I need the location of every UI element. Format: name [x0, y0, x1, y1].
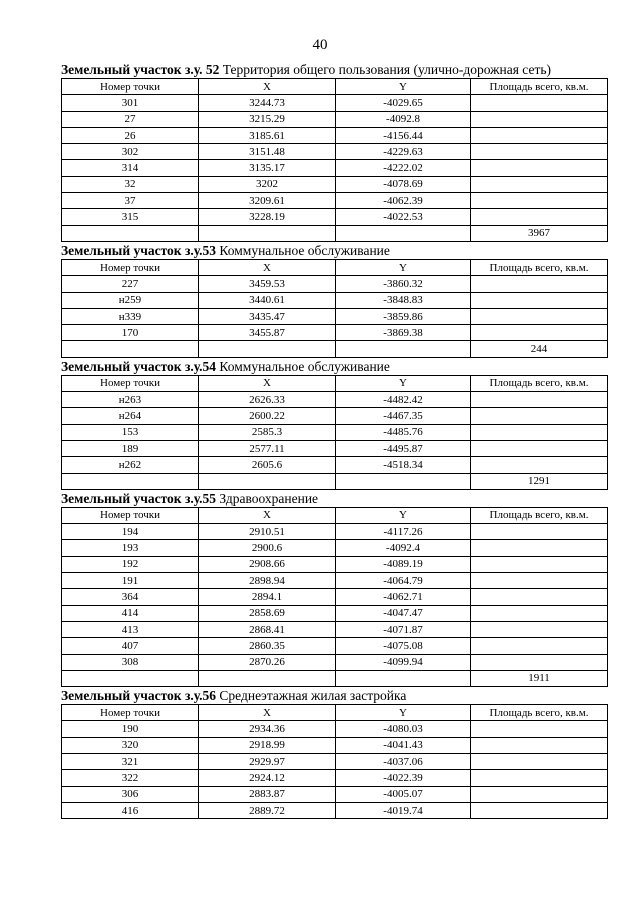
cell-x: 2894.1: [199, 589, 336, 605]
cell-y: -4518.34: [336, 457, 471, 473]
empty-cell: [336, 225, 471, 241]
coordinates-table: [61, 78, 608, 242]
cell-area: [471, 160, 608, 176]
cell-y: -4019.74: [336, 802, 471, 818]
cell-x: 3459.53: [199, 276, 336, 292]
cell-point: 308: [62, 654, 199, 670]
cell-x: 3455.87: [199, 325, 336, 341]
table-row: [62, 95, 608, 111]
cell-y: -4117.26: [336, 524, 471, 540]
section-label: Земельный участок з.у. 52: [61, 62, 220, 77]
area-total-row: [62, 670, 608, 686]
cell-point: 302: [62, 144, 199, 160]
cell-y: -3869.38: [336, 325, 471, 341]
cell-point: 301: [62, 95, 199, 111]
cell-point: 315: [62, 209, 199, 225]
empty-cell: [62, 670, 199, 686]
header-area: Площадь всего, кв.м.: [471, 705, 608, 721]
cell-area: [471, 638, 608, 654]
cell-x: 2626.33: [199, 392, 336, 408]
table-row: [62, 721, 608, 737]
cell-area: [471, 408, 608, 424]
cell-point: 321: [62, 753, 199, 769]
cell-point: 193: [62, 540, 199, 556]
section-label: Земельный участок з.у.55: [61, 490, 217, 506]
cell-area: [471, 111, 608, 127]
cell-x: 2900.6: [199, 540, 336, 556]
cell-y: -4495.87: [336, 440, 471, 456]
table-header-row: [62, 259, 608, 275]
header-point: Номер точки: [62, 375, 199, 391]
header-x: X: [199, 259, 336, 275]
cell-y: -4467.35: [336, 408, 471, 424]
cell-y: -4080.03: [336, 721, 471, 737]
coordinates-table: [61, 704, 608, 819]
header-area: Площадь всего, кв.м.: [471, 79, 608, 95]
cell-y: -4485.76: [336, 424, 471, 440]
cell-point: 227: [62, 276, 199, 292]
header-point: Номер точки: [62, 259, 199, 275]
cell-area: [471, 440, 608, 456]
cell-y: -4156.44: [336, 127, 471, 143]
cell-area: [471, 209, 608, 225]
document-body: [61, 61, 607, 819]
header-x: X: [199, 375, 336, 391]
header-point: Номер точки: [62, 705, 199, 721]
cell-area: [471, 392, 608, 408]
header-y: Y: [336, 705, 471, 721]
cell-area: [471, 292, 608, 308]
empty-cell: [62, 341, 199, 357]
header-y: Y: [336, 375, 471, 391]
cell-point: н339: [62, 308, 199, 324]
cell-point: 314: [62, 160, 199, 176]
cell-point: 26: [62, 127, 199, 143]
cell-x: 2883.87: [199, 786, 336, 802]
cell-area: [471, 621, 608, 637]
header-y: Y: [336, 79, 471, 95]
table-row: [62, 111, 608, 127]
cell-y: -3860.32: [336, 276, 471, 292]
cell-area: [471, 325, 608, 341]
cell-point: 320: [62, 737, 199, 753]
section-description: Территория общего пользования (улично-дорожная сеть): [219, 62, 551, 77]
header-point: Номер точки: [62, 507, 199, 523]
empty-cell: [336, 670, 471, 686]
cell-point: 37: [62, 193, 199, 209]
table-row: [62, 193, 608, 209]
table-row: [62, 176, 608, 192]
cell-x: 2934.36: [199, 721, 336, 737]
cell-x: 2860.35: [199, 638, 336, 654]
cell-area: [471, 540, 608, 556]
cell-point: 170: [62, 325, 199, 341]
area-total-row: [62, 473, 608, 489]
area-total-value: 1911: [471, 670, 608, 686]
table-row: [62, 589, 608, 605]
empty-cell: [199, 341, 336, 357]
section-description: Коммунальное обслуживание: [216, 358, 390, 374]
table-row: [62, 127, 608, 143]
cell-x: 2577.11: [199, 440, 336, 456]
cell-x: 2929.97: [199, 753, 336, 769]
cell-area: [471, 308, 608, 324]
table-row: [62, 160, 608, 176]
cell-y: -4029.65: [336, 95, 471, 111]
empty-cell: [62, 473, 199, 489]
table-row: [62, 524, 608, 540]
area-total-row: [62, 341, 608, 357]
cell-point: 27: [62, 111, 199, 127]
empty-cell: [199, 473, 336, 489]
cell-y: -4062.71: [336, 589, 471, 605]
cell-point: н264: [62, 408, 199, 424]
table-row: [62, 770, 608, 786]
coordinates-table: [61, 375, 608, 490]
cell-point: н262: [62, 457, 199, 473]
section-description: Здравоохранение: [216, 490, 319, 506]
cell-area: [471, 654, 608, 670]
table-row: [62, 802, 608, 818]
section-label: Земельный участок з.у.56: [61, 688, 217, 704]
empty-cell: [336, 473, 471, 489]
empty-cell: [199, 225, 336, 241]
cell-area: [471, 556, 608, 572]
coordinates-table: [61, 507, 608, 687]
cell-y: -4022.39: [336, 770, 471, 786]
section-title: [61, 242, 607, 259]
cell-x: 2868.41: [199, 621, 336, 637]
cell-x: 3202: [199, 176, 336, 192]
table-row: [62, 638, 608, 654]
table-row: [62, 573, 608, 589]
table-row: [62, 540, 608, 556]
table-header-row: [62, 507, 608, 523]
cell-y: -4071.87: [336, 621, 471, 637]
cell-area: [471, 276, 608, 292]
header-x: X: [199, 705, 336, 721]
cell-area: [471, 721, 608, 737]
cell-point: 191: [62, 573, 199, 589]
cell-y: -4062.39: [336, 193, 471, 209]
section-description: Коммунальное обслуживание: [216, 242, 390, 258]
area-total-value: 3967: [471, 225, 608, 241]
empty-cell: [336, 341, 471, 357]
cell-point: 364: [62, 589, 199, 605]
empty-cell: [199, 670, 336, 686]
cell-area: [471, 127, 608, 143]
header-area: Площадь всего, кв.м.: [471, 375, 608, 391]
cell-point: н259: [62, 292, 199, 308]
table-row: [62, 457, 608, 473]
cell-y: -4078.69: [336, 176, 471, 192]
cell-x: 2908.66: [199, 556, 336, 572]
cell-area: [471, 524, 608, 540]
cell-x: 3244.73: [199, 95, 336, 111]
table-row: [62, 308, 608, 324]
cell-y: -4222.02: [336, 160, 471, 176]
cell-point: 322: [62, 770, 199, 786]
cell-point: 153: [62, 424, 199, 440]
cell-x: 2910.51: [199, 524, 336, 540]
table-row: [62, 392, 608, 408]
cell-area: [471, 95, 608, 111]
table-row: [62, 737, 608, 753]
area-total-value: 1291: [471, 473, 608, 489]
cell-x: 2870.26: [199, 654, 336, 670]
section-label: Земельный участок з.у.53: [61, 242, 217, 258]
table-row: [62, 325, 608, 341]
table-row: [62, 605, 608, 621]
cell-point: 306: [62, 786, 199, 802]
cell-point: 189: [62, 440, 199, 456]
header-area: Площадь всего, кв.м.: [471, 507, 608, 523]
cell-area: [471, 457, 608, 473]
cell-area: [471, 424, 608, 440]
cell-y: -4064.79: [336, 573, 471, 589]
table-row: [62, 753, 608, 769]
cell-area: [471, 589, 608, 605]
area-total-row: [62, 225, 608, 241]
cell-area: [471, 144, 608, 160]
page-number: 40: [312, 37, 328, 53]
cell-y: -4092.8: [336, 111, 471, 127]
cell-y: -4005.07: [336, 786, 471, 802]
section-label: Земельный участок з.у.54: [61, 358, 217, 374]
area-total-value: 244: [471, 341, 608, 357]
cell-point: н263: [62, 392, 199, 408]
table-header-row: [62, 705, 608, 721]
cell-x: 3215.29: [199, 111, 336, 127]
table-row: [62, 408, 608, 424]
cell-y: -4037.06: [336, 753, 471, 769]
header-y: Y: [336, 259, 471, 275]
cell-x: 3135.17: [199, 160, 336, 176]
table-row: [62, 424, 608, 440]
cell-point: 414: [62, 605, 199, 621]
cell-area: [471, 753, 608, 769]
cell-x: 3435.47: [199, 308, 336, 324]
cell-x: 3440.61: [199, 292, 336, 308]
cell-x: 2898.94: [199, 573, 336, 589]
cell-x: 3209.61: [199, 193, 336, 209]
cell-y: -4022.53: [336, 209, 471, 225]
cell-area: [471, 770, 608, 786]
header-y: Y: [336, 507, 471, 523]
cell-area: [471, 802, 608, 818]
cell-y: -4482.42: [336, 392, 471, 408]
table-row: [62, 556, 608, 572]
table-row: [62, 654, 608, 670]
header-area: Площадь всего, кв.м.: [471, 259, 608, 275]
table-row: [62, 621, 608, 637]
cell-area: [471, 176, 608, 192]
cell-y: -3848.83: [336, 292, 471, 308]
cell-y: -4075.08: [336, 638, 471, 654]
cell-point: 407: [62, 638, 199, 654]
cell-area: [471, 193, 608, 209]
table-row: [62, 144, 608, 160]
table-row: [62, 209, 608, 225]
cell-x: 2889.72: [199, 802, 336, 818]
cell-y: -4229.63: [336, 144, 471, 160]
cell-y: -4041.43: [336, 737, 471, 753]
cell-x: 3228.19: [199, 209, 336, 225]
header-x: X: [199, 507, 336, 523]
header-point: Номер точки: [62, 79, 199, 95]
cell-y: -4089.19: [336, 556, 471, 572]
cell-point: 416: [62, 802, 199, 818]
section-title: [61, 61, 607, 78]
cell-x: 2924.12: [199, 770, 336, 786]
empty-cell: [62, 225, 199, 241]
cell-point: 413: [62, 621, 199, 637]
section-title: [61, 358, 607, 375]
cell-x: 2600.22: [199, 408, 336, 424]
cell-point: 190: [62, 721, 199, 737]
cell-x: 2605.6: [199, 457, 336, 473]
table-header-row: [62, 375, 608, 391]
cell-area: [471, 786, 608, 802]
cell-y: -3859.86: [336, 308, 471, 324]
cell-point: 192: [62, 556, 199, 572]
section-title: [61, 490, 607, 507]
coordinates-table: [61, 259, 608, 358]
section-title: [61, 687, 607, 704]
table-row: [62, 292, 608, 308]
cell-x: 3151.48: [199, 144, 336, 160]
cell-y: -4099.94: [336, 654, 471, 670]
header-x: X: [199, 79, 336, 95]
cell-y: -4047.47: [336, 605, 471, 621]
cell-area: [471, 605, 608, 621]
cell-x: 2918.99: [199, 737, 336, 753]
cell-y: -4092.4: [336, 540, 471, 556]
cell-x: 3185.61: [199, 127, 336, 143]
cell-x: 2585.3: [199, 424, 336, 440]
cell-point: 32: [62, 176, 199, 192]
section-description: Среднеэтажная жилая застройка: [216, 688, 407, 704]
table-row: [62, 786, 608, 802]
cell-x: 2858.69: [199, 605, 336, 621]
table-header-row: [62, 79, 608, 95]
cell-point: 194: [62, 524, 199, 540]
table-row: [62, 440, 608, 456]
cell-area: [471, 573, 608, 589]
cell-area: [471, 737, 608, 753]
table-row: [62, 276, 608, 292]
